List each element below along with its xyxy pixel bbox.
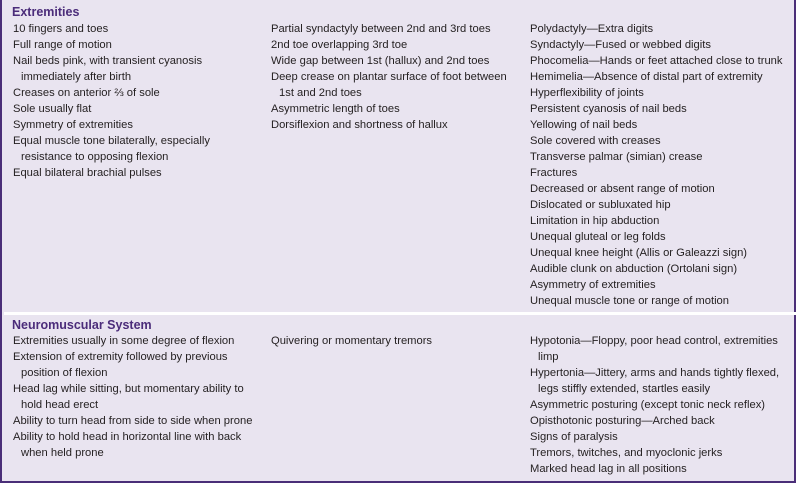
section-divider (4, 312, 796, 315)
list-item: Signs of paralysis (530, 431, 618, 443)
list-item: Opisthotonic posturing—Arched back (530, 415, 715, 427)
list-item: Transverse palmar (simian) crease (530, 151, 703, 163)
list-item: Hypotonia—Floppy, poor head control, extremities limp (530, 335, 778, 363)
list-item: Nail beds pink, with transient cyanosis immediately after birth (13, 55, 203, 83)
list-item: Asymmetry of extremities (530, 279, 656, 291)
extremities-deviations-list (530, 21, 792, 309)
list-item: Equal bilateral brachial pulses (13, 167, 162, 179)
list-item: Limitation in hip abduction (530, 215, 660, 227)
list-item: Wide gap between 1st (hallux) and 2nd toes (271, 55, 490, 67)
list-item: Dislocated or subluxated hip (530, 199, 671, 211)
neuromuscular-deviations-list (530, 333, 792, 477)
neuromuscular-variations-list (271, 333, 516, 349)
list-item: 2nd toe overlapping 3rd toe (271, 39, 408, 51)
list-item: Sole usually flat (13, 103, 92, 115)
list-item: Hemimelia—Absence of distal part of extremity (530, 71, 763, 83)
section-title-extremities: Extremities (12, 5, 80, 19)
list-item: Hypertonia—Jittery, arms and hands tightly flexed, legs stiffly extended, startles easily (530, 367, 780, 395)
list-item: Yellowing of nail beds (530, 119, 638, 131)
list-item: Equal muscle tone bilaterally, especially resistance to opposing flexion (13, 135, 210, 163)
list-item: Asymmetric posturing (except tonic neck reflex) (530, 399, 766, 411)
list-item: Quivering or momentary tremors (271, 335, 433, 347)
list-item: Asymmetric length of toes (271, 103, 400, 115)
extremities-variations-list (271, 21, 516, 133)
list-item: Persistent cyanosis of nail beds (530, 103, 687, 115)
list-item: Ability to turn head from side to side when prone (13, 415, 253, 427)
list-item: Polydactyly—Extra digits (530, 23, 654, 35)
list-item: 10 fingers and toes (13, 23, 109, 35)
list-item: Dorsiflexion and shortness of hallux (271, 119, 448, 131)
list-item: Audible clunk on abduction (Ortolani sign) (530, 263, 738, 275)
list-item: Deep crease on plantar surface of foot between 1st and 2nd toes (271, 71, 507, 99)
list-item: Ability to hold head in horizontal line with back when held prone (13, 431, 242, 459)
list-item: Creases on anterior ⅔ of sole (13, 87, 160, 99)
list-item: Unequal gluteal or leg folds (530, 231, 666, 243)
list-item: Unequal knee height (Allis or Galeazzi sign) (530, 247, 748, 259)
neuromuscular-normal-list (13, 333, 258, 461)
list-item: Full range of motion (13, 39, 112, 51)
list-item: Partial syndactyly between 2nd and 3rd toes (271, 23, 491, 35)
list-item: Extension of extremity followed by previous position of flexion (13, 351, 228, 379)
section-title-neuromuscular: Neuromuscular System (12, 318, 152, 332)
extremities-normal-list (13, 21, 258, 181)
list-item: Tremors, twitches, and myoclonic jerks (530, 447, 723, 459)
list-item: Phocomelia—Hands or feet attached close to trunk (530, 55, 783, 67)
list-item: Decreased or absent range of motion (530, 183, 715, 195)
list-item: Unequal muscle tone or range of motion (530, 295, 730, 307)
list-item: Hyperflexibility of joints (530, 87, 644, 99)
list-item: Syndactyly—Fused or webbed digits (530, 39, 711, 51)
list-item: Extremities usually in some degree of flexion (13, 335, 235, 347)
list-item: Sole covered with creases (530, 135, 661, 147)
list-item: Symmetry of extremities (13, 119, 133, 131)
list-item: Fractures (530, 167, 578, 179)
list-item: Head lag while sitting, but momentary ability to hold head erect (13, 383, 244, 411)
list-item: Marked head lag in all positions (530, 463, 687, 475)
